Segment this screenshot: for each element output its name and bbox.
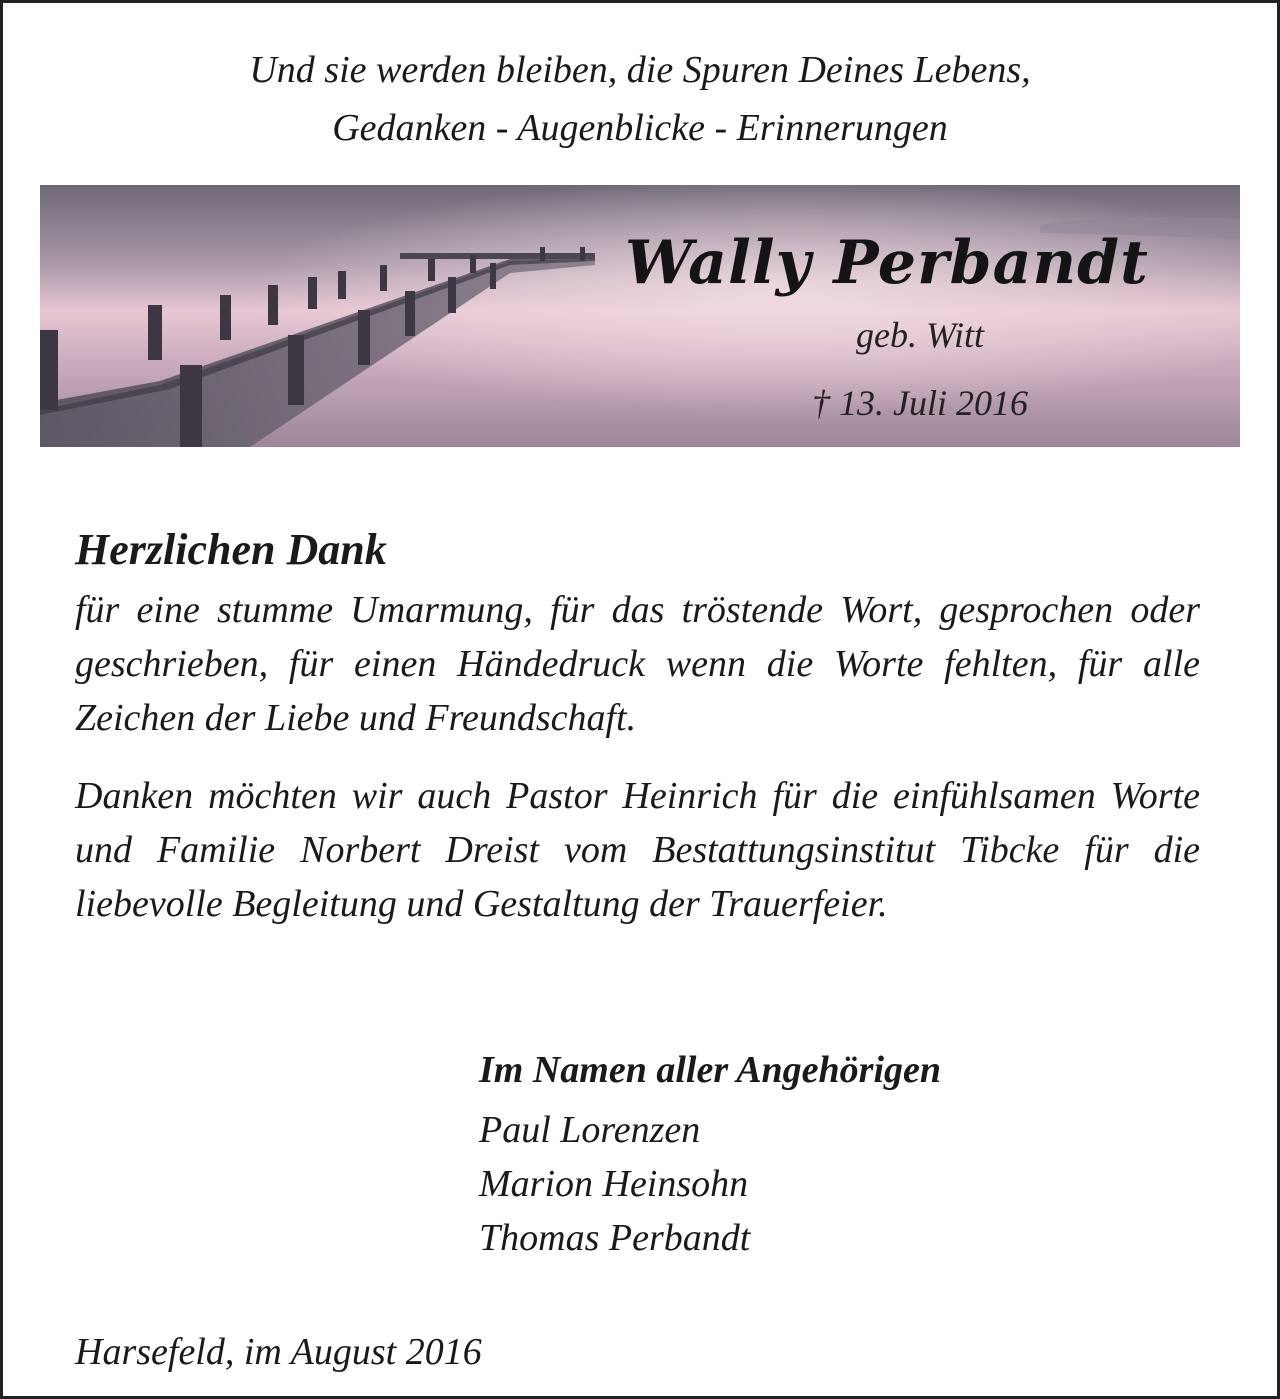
deceased-name: Wally Perbandt <box>625 228 1149 298</box>
signer-list <box>479 1103 750 1265</box>
signer-name: Thomas Perbandt <box>479 1217 751 1259</box>
motto <box>3 41 1277 157</box>
thanks-paragraph-2: Danken möchten wir auch Pastor Heinrich für die einfühlsamen Worte und Familie Norbert Dreist vom Bestattungsinstitut Tibcke für die liebevolle Begleitung und Gestaltung der Trauerfeier. <box>75 775 1200 925</box>
thanks-heading: Herzlichen Dank <box>75 525 387 574</box>
death-date: † 13. Juli 2016 <box>812 383 1028 423</box>
jetty-banner <box>40 185 1240 447</box>
place-and-date: Harsefeld, im August 2016 <box>75 1331 482 1373</box>
signer-name: Marion Heinsohn <box>479 1163 749 1205</box>
motto-line-2: Gedanken - Augenblicke - Erinnerungen <box>332 107 948 149</box>
motto-line-1: Und sie werden bleiben, die Spuren Deines Lebens, <box>249 49 1031 91</box>
birth-name: geb. Witt <box>856 315 984 355</box>
thanks-paragraph-1: für eine stumme Umarmung, für das tröstende Wort, gesprochen oder geschrieben, für einen Händedruck wenn die Worte fehlten, für alle Zeichen der Liebe und Freundschaft. <box>75 589 1200 739</box>
signature-heading: Im Namen aller Angehörigen <box>479 1049 942 1091</box>
signer-name: Paul Lorenzen <box>479 1109 701 1151</box>
